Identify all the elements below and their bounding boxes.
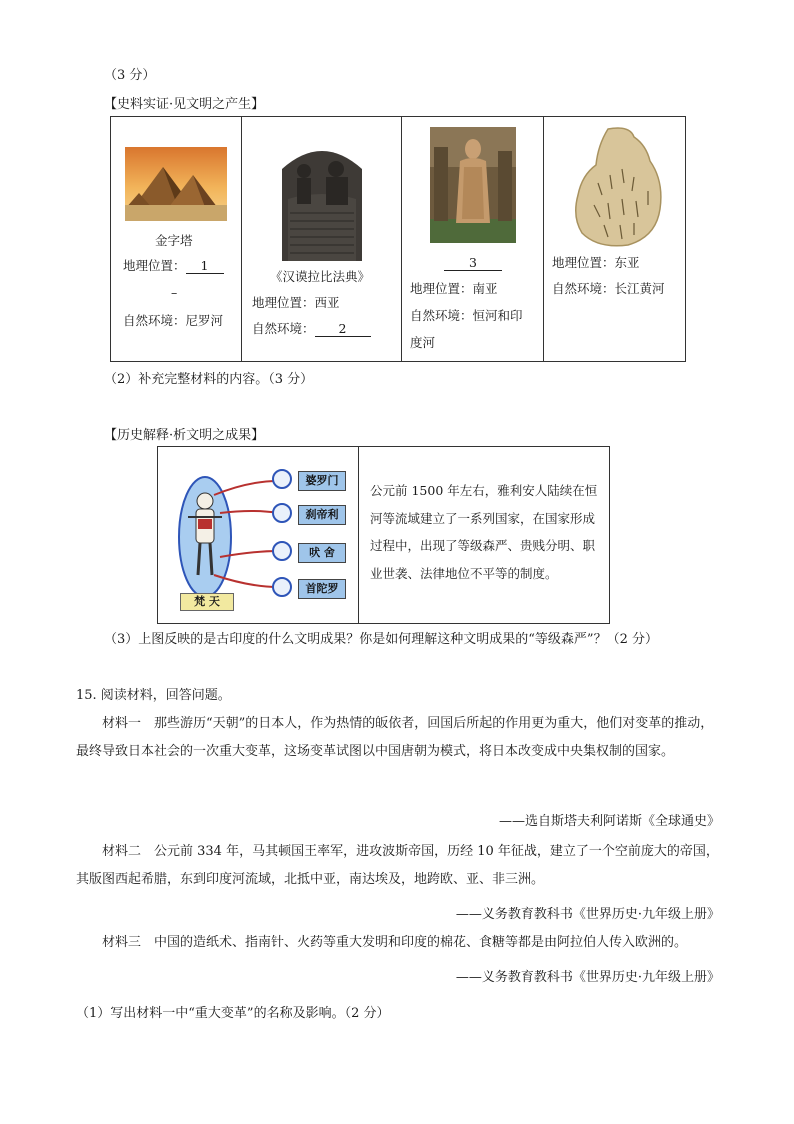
oracle-bone-image: [568, 125, 672, 249]
blank-1[interactable]: 1: [186, 259, 224, 274]
buddha-statue-image: [430, 127, 516, 243]
blank-3[interactable]: 3: [444, 256, 502, 271]
material-2-source: ——义务教育教科书《世界历史·九年级上册》: [455, 907, 720, 922]
pyramid-dash: –: [171, 285, 178, 300]
kshatriya-icon: [272, 503, 292, 523]
material-3: 材料三 中国的造纸术、指南针、火药等重大发明和印度的棉花、食糖等都是由阿拉伯人传入欧洲的。: [102, 935, 688, 950]
south-asia-name: [444, 255, 502, 271]
south-asia-environment-line1: 自然环境：恒河和印: [410, 308, 523, 323]
question-14-3: （3）上图反映的是古印度的什么文明成果？你是如何理解这种文明成果的“等级森严”？（2 分）: [104, 632, 658, 647]
caste-table: [157, 446, 610, 624]
caste-kshatriya: 刹帝利: [298, 505, 346, 525]
question-15-1: （1）写出材料一中“重大变革”的名称及影响。（2 分）: [76, 1006, 390, 1021]
material-1-source: ——选自斯塔夫利阿诺斯《全球通史》: [498, 814, 720, 829]
question-14-2: （2）补充完整材料的内容。（3 分）: [104, 372, 314, 387]
civilization-table: [110, 116, 686, 362]
east-asia-environment: 自然环境：长江黄河: [552, 281, 665, 296]
question-15-heading: 15. 阅读材料，回答问题。: [76, 688, 231, 703]
caste-description: 公元前 1500 年左右，雅利安人陆续在恒河等流域建立了一系列国家，在国家形成过程中，出现了等级森严、贵贱分明、职业世袭、法律地位不平等的制度。: [370, 483, 598, 581]
caste-vaishya: 吠 舍: [298, 543, 346, 563]
brahmin-icon: [272, 469, 292, 489]
section-title-evidence: 【史料实证·见文明之产生】: [104, 97, 265, 112]
hammurabi-name: 《汉谟拉比法典》: [270, 269, 371, 284]
cell-pyramid: [111, 117, 242, 361]
material-2: 材料二 公元前 334 年，马其顿国王率军，进攻波斯帝国，历经 10 年征战，建立了一个空前庞大的帝国，其版图西起希腊，东到印度河流域，北抵中亚，南达埃及，地跨欧、亚、非三洲。: [76, 844, 719, 887]
material-1: 材料一 那些游历“天朝”的日本人，作为热情的皈依者，回国后所起的作用更为重大，他们对变革的推动，最终导致日本社会的一次重大变革，这场变革试图以中国唐朝为模式，将日本改变成中央集权制的国家。: [76, 716, 714, 759]
cell-east-asia: [544, 117, 685, 361]
hammurabi-environment: 自然环境： 2: [252, 321, 371, 337]
section-title-interpretation: 【历史解释·析文明之成果】: [104, 428, 265, 443]
brahma-label: 梵 天: [180, 593, 234, 611]
vaishya-icon: [272, 541, 292, 561]
pyramid-location: 地理位置： 1: [123, 258, 224, 274]
hammurabi-stele-image: [274, 139, 370, 261]
pyramid-name: 金字塔: [155, 233, 193, 248]
south-asia-location: 地理位置：南亚: [410, 281, 498, 296]
cell-south-asia: [402, 117, 544, 361]
score-note: （3 分）: [104, 68, 156, 83]
east-asia-location: 地理位置：东亚: [552, 255, 640, 270]
pyramid-environment: 自然环境：尼罗河: [123, 313, 224, 328]
caste-shudra: 首陀罗: [298, 579, 346, 599]
blank-2[interactable]: 2: [315, 322, 371, 337]
hammurabi-location: 地理位置：西亚: [252, 295, 340, 310]
caste-brahmin: 婆罗门: [298, 471, 346, 491]
pyramids-image: [125, 147, 227, 221]
caste-table-divider: [358, 447, 359, 623]
caste-diagram: [158, 447, 358, 623]
south-asia-environment-line2: 度河: [410, 335, 436, 350]
cell-hammurabi: [242, 117, 402, 361]
material-3-source: ——义务教育教科书《世界历史·九年级上册》: [455, 970, 720, 985]
shudra-icon: [272, 577, 292, 597]
